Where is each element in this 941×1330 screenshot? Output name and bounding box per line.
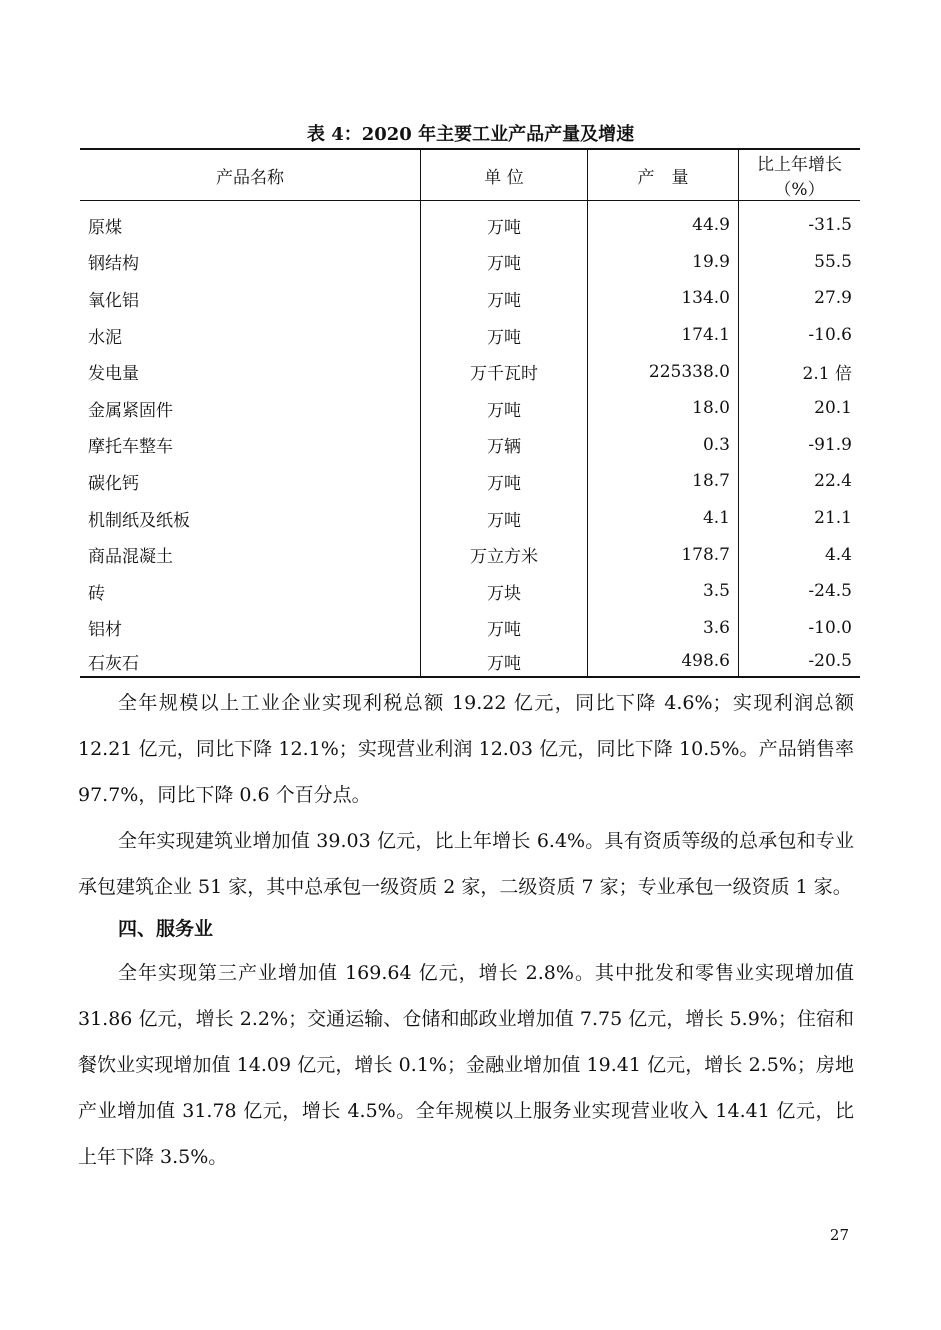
cell-output: 3.6 bbox=[588, 610, 739, 647]
cell-growth: 21.1 bbox=[739, 500, 861, 537]
table-row bbox=[80, 201, 860, 244]
cell-product-name: 金属紧固件 bbox=[88, 400, 173, 421]
cell-unit: 万吨 bbox=[421, 390, 588, 427]
cell-product-name: 商品混凝土 bbox=[88, 547, 173, 568]
cell-growth: 2.1 倍 bbox=[739, 353, 861, 390]
cell-growth: 55.5 bbox=[739, 244, 861, 281]
cell-product-name: 发电量 bbox=[88, 364, 139, 385]
cell-product-name: 摩托车整车 bbox=[88, 437, 173, 458]
cell-unit: 万块 bbox=[421, 573, 588, 610]
cell-product-name: 碳化钙 bbox=[88, 473, 139, 494]
cell-growth: 4.4 bbox=[739, 536, 861, 573]
cell-product-name: 石灰石 bbox=[80, 646, 421, 677]
cell-growth: 20.1 bbox=[739, 390, 861, 427]
table-row bbox=[80, 646, 860, 677]
table-row bbox=[80, 390, 860, 427]
table-row bbox=[80, 536, 860, 573]
cell-output: 178.7 bbox=[588, 536, 739, 573]
table-header-row bbox=[80, 149, 860, 201]
cell-output: 18.0 bbox=[588, 390, 739, 427]
cell-unit: 万千瓦时 bbox=[421, 353, 588, 390]
cell-unit: 万吨 bbox=[421, 244, 588, 281]
table-row bbox=[80, 610, 860, 647]
cell-output: 44.9 bbox=[588, 201, 739, 244]
cell-output: 18.7 bbox=[588, 463, 739, 500]
cell-output: 174.1 bbox=[588, 317, 739, 354]
section-heading-services: 四、服务业 bbox=[118, 918, 214, 940]
paragraph-construction: 全年实现建筑业增加值 39.03 亿元，比上年增长 6.4%。具有资质等级的总承包和专业承包建筑企业 51 家，其中总承包一级资质 2 家，二级资质 7 家；专业承包一级资质 1 家。 bbox=[78, 830, 854, 898]
production-table bbox=[80, 148, 860, 678]
page-number: 27 bbox=[829, 1226, 849, 1244]
cell-unit: 万吨 bbox=[421, 201, 588, 244]
cell-product-name: 砖 bbox=[88, 583, 105, 604]
paragraph-industrial-profit: 全年规模以上工业企业实现利税总额 19.22 亿元，同比下降 4.6%；实现利润总额 12.21 亿元，同比下降 12.1%；实现营业利润 12.03 亿元，同比下降 10.5%。产品销售率 97.7%，同比下降 0.6 个百分点。 bbox=[78, 692, 854, 806]
header-growth: 比上年增长（%） bbox=[739, 149, 861, 201]
cell-product-name: 氧化铝 bbox=[88, 290, 139, 311]
cell-unit: 万立方米 bbox=[421, 536, 588, 573]
cell-unit: 万辆 bbox=[421, 427, 588, 464]
cell-output: 134.0 bbox=[588, 280, 739, 317]
table-row bbox=[80, 573, 860, 610]
cell-product-name: 钢结构 bbox=[88, 254, 139, 275]
cell-growth: 22.4 bbox=[739, 463, 861, 500]
cell-product-name: 原煤 bbox=[88, 217, 122, 238]
cell-product-name: 机制纸及纸板 bbox=[88, 510, 190, 531]
table-row bbox=[80, 500, 860, 537]
cell-product-name: 水泥 bbox=[88, 327, 122, 348]
table-row bbox=[80, 353, 860, 390]
table-row bbox=[80, 244, 860, 281]
cell-output: 0.3 bbox=[588, 427, 739, 464]
cell-unit: 万吨 bbox=[421, 646, 588, 677]
cell-growth: -31.5 bbox=[739, 201, 861, 244]
cell-unit: 万吨 bbox=[421, 463, 588, 500]
cell-output: 498.6 bbox=[588, 646, 739, 677]
table-row bbox=[80, 317, 860, 354]
cell-output: 19.9 bbox=[588, 244, 739, 281]
table-title: 表 4：2020 年主要工业产品产量及增速 bbox=[306, 124, 635, 145]
cell-unit: 万吨 bbox=[421, 610, 588, 647]
header-unit: 单 位 bbox=[421, 149, 588, 201]
cell-unit: 万吨 bbox=[421, 500, 588, 537]
cell-output: 3.5 bbox=[588, 573, 739, 610]
cell-growth: -10.6 bbox=[739, 317, 861, 354]
cell-growth: 27.9 bbox=[739, 280, 861, 317]
table-row bbox=[80, 427, 860, 464]
cell-growth: -91.9 bbox=[739, 427, 861, 464]
table-row bbox=[80, 280, 860, 317]
header-output: 产 量 bbox=[588, 149, 739, 201]
cell-output: 225338.0 bbox=[588, 353, 739, 390]
cell-unit: 万吨 bbox=[421, 280, 588, 317]
cell-unit: 万吨 bbox=[421, 317, 588, 354]
table-row bbox=[80, 463, 860, 500]
paragraph-services: 全年实现第三产业增加值 169.64 亿元，增长 2.8%。其中批发和零售业实现增加值 31.86 亿元，增长 2.2%；交通运输、仓储和邮政业增加值 7.75 亿元，增长 5.9%；住宿和餐饮业实现增加值 14.09 亿元，增长 0.1%；金融业增加值 19.41 亿元，增长 2.5%；房地产业增加值 31.78 亿元，增长 4.5%。全年规模以上服务业实现营业收入 14.41 亿元，比上年下降 3.5%。 bbox=[78, 962, 854, 1168]
cell-growth: -20.5 bbox=[739, 646, 861, 677]
cell-product-name: 铝材 bbox=[88, 620, 122, 641]
table-body bbox=[80, 201, 860, 678]
cell-output: 4.1 bbox=[588, 500, 739, 537]
header-product-name: 产品名称 bbox=[80, 149, 421, 201]
cell-growth: -24.5 bbox=[739, 573, 861, 610]
cell-growth: -10.0 bbox=[739, 610, 861, 647]
